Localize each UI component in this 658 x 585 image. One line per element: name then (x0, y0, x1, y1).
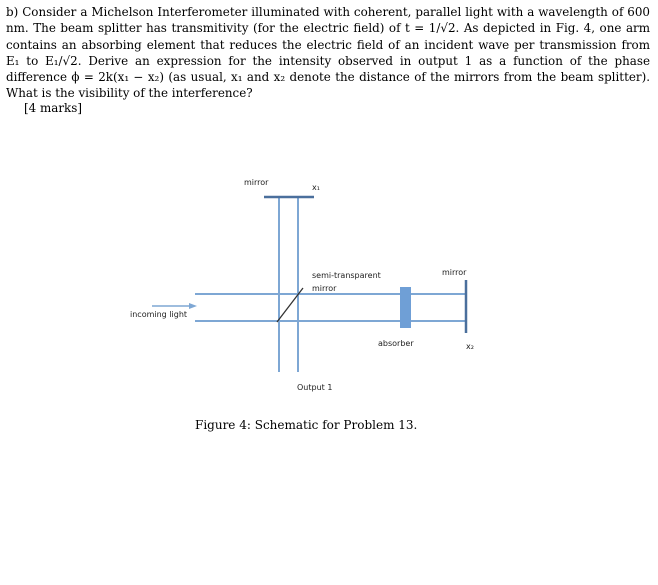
label-x1: x₁ (312, 183, 320, 192)
label-x2: x₂ (466, 342, 474, 351)
label-mirror-top: mirror (244, 178, 269, 187)
label-semi-transparent: semi-transparent (312, 271, 381, 280)
label-output-1: Output 1 (297, 383, 333, 392)
label-incoming-light: incoming light (130, 310, 188, 319)
figure-caption: Figure 4: Schematic for Problem 13. (195, 418, 418, 432)
marks-label: [4 marks] (24, 101, 82, 115)
incoming-arrow-head (189, 303, 197, 309)
problem-text: b) Consider a Michelson Interferometer illuminated with coherent, parallel light with a wavelength of 600 nm. The beam splitter has transmitivity (for the electric field) of t = 1/√2. As depicted in Fig. 4, one arm contains an absorbing element that reduces the electric field of an incident wave per transmission from E₁ to E₁/√2. Derive an expression for the intensity observed in output 1 as a function of the phase difference ϕ = 2k(x₁ − x₂) (as usual, x₁ and x₂ denote the distance of the mirrors from the beam splitter). What is the visibility of the interference? (6, 5, 650, 101)
label-mirror-right: mirror (442, 268, 467, 277)
label-absorber: absorber (378, 339, 414, 348)
label-semi-mirror: mirror (312, 284, 337, 293)
absorber-block (400, 287, 411, 328)
